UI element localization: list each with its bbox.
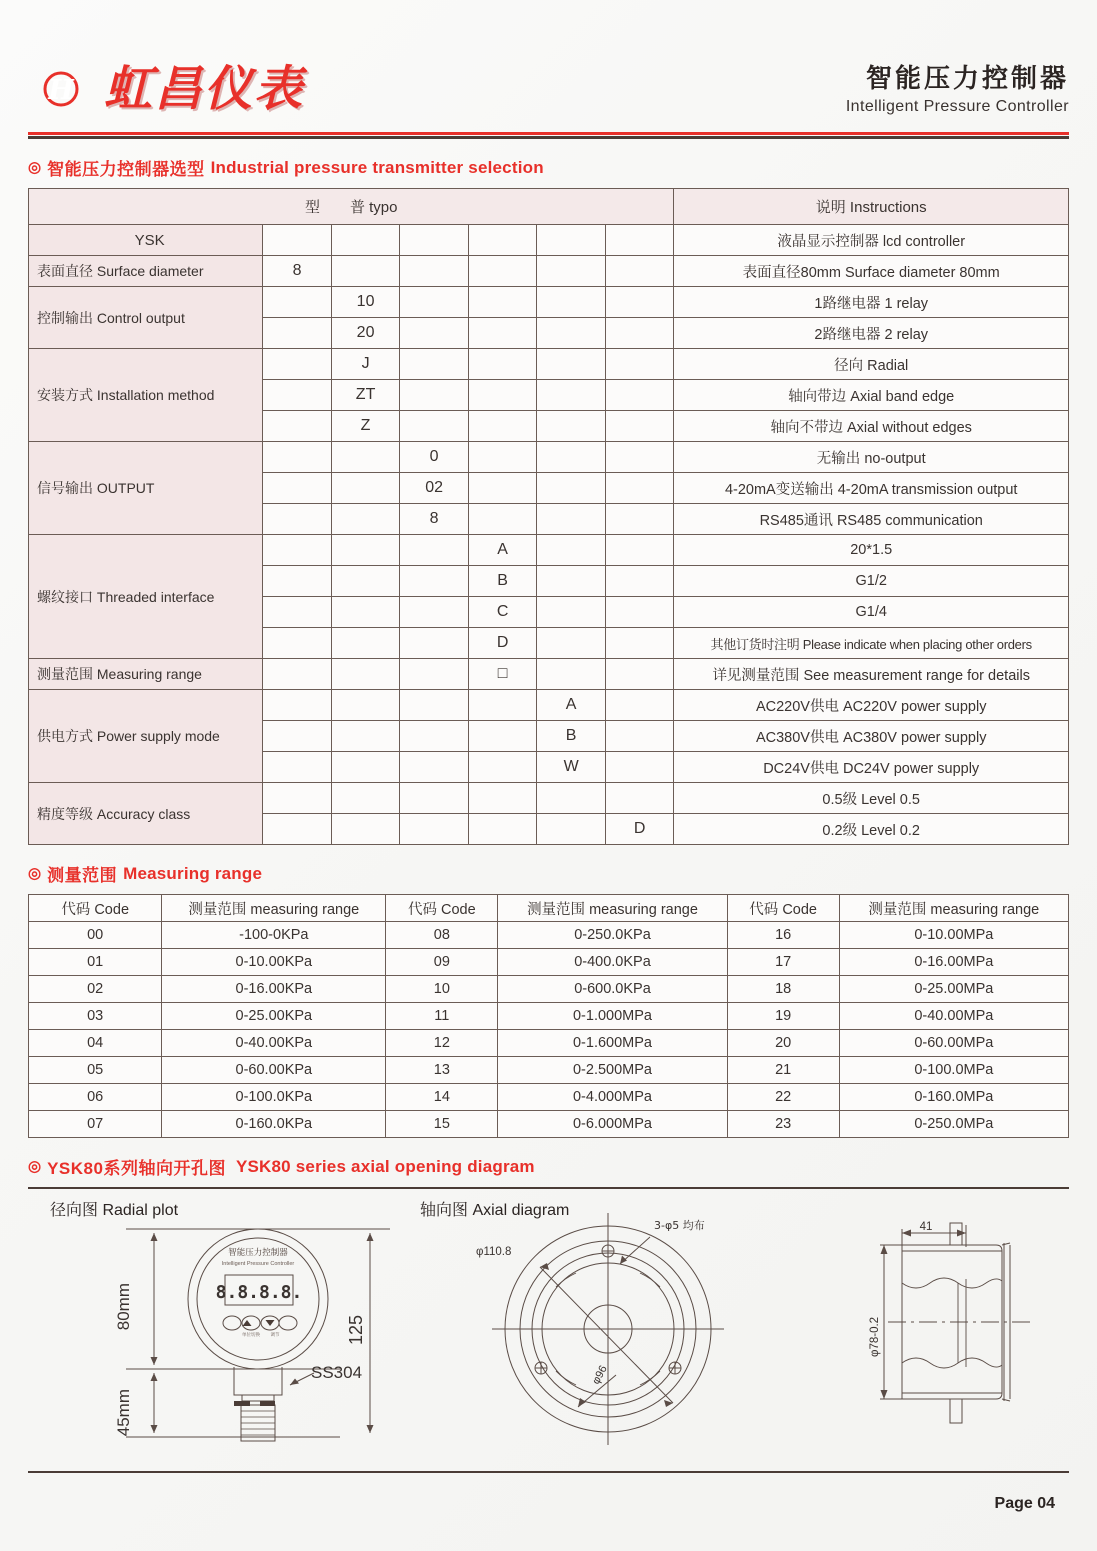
bullet-icon: ◎ [28, 1158, 42, 1175]
code-cell: 06 [29, 1084, 162, 1111]
row-label: 信号输出 OUTPUT [29, 442, 263, 535]
svg-text:8.8.8.8.: 8.8.8.8. [215, 1282, 303, 1303]
header-type-cell: 型 普 typo [29, 189, 674, 225]
instruction-cell: G1/4 [674, 597, 1069, 628]
empty-cell [331, 442, 400, 473]
empty-cell [331, 597, 400, 628]
empty-cell [605, 225, 674, 256]
product-title-cn: 智能压力控制器 [865, 62, 1069, 93]
radial-dim-height: 80mm [114, 1283, 133, 1331]
instruction-cell: 4-20mA变送输出 4-20mA transmission output [674, 473, 1069, 504]
range-cell: 0-6.000MPa [498, 1111, 727, 1138]
column-header: 代码 Code [386, 895, 498, 922]
table-row [29, 1030, 1069, 1057]
selection-table [28, 188, 1069, 845]
empty-cell [537, 814, 606, 845]
empty-cell [331, 566, 400, 597]
instruction-cell: 径向 Radial [674, 349, 1069, 380]
range-cell: 0-100.0MPa [839, 1057, 1068, 1084]
range-cell: 0-1.600MPa [498, 1030, 727, 1057]
code-cell: 16 [727, 922, 839, 949]
empty-cell [468, 442, 537, 473]
empty-cell [400, 349, 469, 380]
empty-cell [605, 318, 674, 349]
code-cell: 0 [400, 442, 469, 473]
svg-text:φ96: φ96 [590, 1363, 610, 1387]
empty-cell [605, 628, 674, 659]
code-cell: 02 [29, 976, 162, 1003]
range-cell: 0-1.000MPa [498, 1003, 727, 1030]
instruction-cell: 0.2级 Level 0.2 [674, 814, 1069, 845]
empty-cell [605, 721, 674, 752]
table-row [29, 225, 1069, 256]
company-logo-icon [28, 58, 90, 120]
measuring-range-table [28, 894, 1069, 1138]
section-title-en: Industrial pressure transmitter selection [210, 157, 544, 177]
table-row [29, 949, 1069, 976]
empty-cell [468, 225, 537, 256]
instruction-cell: 液晶显示控制器 lcd controller [674, 225, 1069, 256]
empty-cell [400, 597, 469, 628]
empty-cell [263, 442, 332, 473]
empty-cell [331, 752, 400, 783]
column-header: 测量范围 measuring range [498, 895, 727, 922]
diagram-area [28, 1193, 1069, 1451]
range-cell: 0-60.00MPa [839, 1030, 1068, 1057]
table-row [29, 690, 1069, 721]
empty-cell [605, 690, 674, 721]
empty-cell [537, 225, 606, 256]
empty-cell [331, 721, 400, 752]
code-cell: 8 [263, 256, 332, 287]
code-cell: 20 [727, 1030, 839, 1057]
empty-cell [263, 814, 332, 845]
code-cell: W [537, 752, 606, 783]
range-cell: 0-25.00KPa [162, 1003, 386, 1030]
instruction-cell: 20*1.5 [674, 535, 1069, 566]
empty-cell [537, 287, 606, 318]
empty-cell [400, 783, 469, 814]
empty-cell [331, 256, 400, 287]
section-title-en: Measuring range [123, 863, 263, 883]
code-cell: 22 [727, 1084, 839, 1111]
table-row [29, 349, 1069, 380]
section-heading-range [28, 861, 1069, 886]
code-cell: 23 [727, 1111, 839, 1138]
empty-cell [400, 535, 469, 566]
table-row [29, 1003, 1069, 1030]
empty-cell [605, 256, 674, 287]
code-cell: 17 [727, 949, 839, 976]
section-heading-selection [28, 155, 1069, 180]
empty-cell [263, 628, 332, 659]
code-cell: 00 [29, 922, 162, 949]
range-cell: 0-100.0KPa [162, 1084, 386, 1111]
empty-cell [263, 225, 332, 256]
empty-cell [468, 287, 537, 318]
radial-material-label: SS304 [311, 1363, 363, 1382]
svg-text:41: 41 [919, 1221, 933, 1233]
header-divider [28, 132, 1069, 139]
empty-cell [605, 473, 674, 504]
range-cell: 0-10.00KPa [162, 949, 386, 976]
row-label: YSK [29, 225, 263, 256]
empty-cell [331, 690, 400, 721]
code-cell: 8 [400, 504, 469, 535]
empty-cell [263, 287, 332, 318]
range-cell: 0-400.0KPa [498, 949, 727, 976]
product-title-en: Intelligent Pressure Controller [845, 98, 1069, 115]
divider-red-line [28, 132, 1069, 135]
empty-cell [263, 566, 332, 597]
empty-cell [263, 721, 332, 752]
empty-cell [331, 628, 400, 659]
code-cell: ZT [331, 380, 400, 411]
empty-cell [605, 566, 674, 597]
empty-cell [400, 318, 469, 349]
empty-cell [468, 814, 537, 845]
range-cell: 0-60.00KPa [162, 1057, 386, 1084]
range-cell: 0-10.00MPa [839, 922, 1068, 949]
code-cell: 13 [386, 1057, 498, 1084]
page-number: Page 04 [994, 1495, 1055, 1512]
empty-cell [331, 535, 400, 566]
code-cell: C [468, 597, 537, 628]
empty-cell [263, 318, 332, 349]
empty-cell [331, 814, 400, 845]
range-cell: 0-250.0MPa [839, 1111, 1068, 1138]
table-row [29, 922, 1069, 949]
code-cell: 02 [400, 473, 469, 504]
code-cell: A [468, 535, 537, 566]
empty-cell [468, 690, 537, 721]
empty-cell [263, 504, 332, 535]
table-row [29, 783, 1069, 814]
empty-cell [537, 783, 606, 814]
empty-cell [263, 597, 332, 628]
code-cell: 11 [386, 1003, 498, 1030]
code-cell: 07 [29, 1111, 162, 1138]
empty-cell [263, 535, 332, 566]
code-cell: D [468, 628, 537, 659]
empty-cell [537, 411, 606, 442]
empty-cell [605, 411, 674, 442]
empty-cell [468, 349, 537, 380]
table-row [29, 1057, 1069, 1084]
table-row [29, 256, 1069, 287]
empty-cell [263, 659, 332, 690]
empty-cell [605, 752, 674, 783]
empty-cell [468, 783, 537, 814]
bullet-icon: ◎ [28, 865, 42, 882]
table-row [29, 1111, 1069, 1138]
side-view-drawing [866, 1217, 1066, 1432]
code-cell: B [537, 721, 606, 752]
empty-cell [400, 225, 469, 256]
section-heading-diagram [28, 1154, 1069, 1179]
table-header-row [29, 189, 1069, 225]
empty-cell [537, 349, 606, 380]
radial-plot-title: 径向图 Radial plot [50, 1202, 179, 1219]
empty-cell [468, 752, 537, 783]
table-header-row [29, 895, 1069, 922]
range-cell: 0-160.0KPa [162, 1111, 386, 1138]
empty-cell [537, 504, 606, 535]
row-label: 控制输出 Control output [29, 287, 263, 349]
table-row [29, 976, 1069, 1003]
instruction-cell: 1路继电器 1 relay [674, 287, 1069, 318]
range-cell: 0-600.0KPa [498, 976, 727, 1003]
empty-cell [468, 721, 537, 752]
code-cell: A [537, 690, 606, 721]
range-cell: 0-25.00MPa [839, 976, 1068, 1003]
row-label: 测量范围 Measuring range [29, 659, 263, 690]
instruction-cell: AC380V供电 AC380V power supply [674, 721, 1069, 752]
empty-cell [331, 504, 400, 535]
svg-text:调节: 调节 [270, 1333, 280, 1338]
range-cell: 0-40.00MPa [839, 1003, 1068, 1030]
empty-cell [537, 535, 606, 566]
empty-cell [400, 411, 469, 442]
svg-text:单位切换: 单位切换 [242, 1333, 260, 1338]
table-row [29, 287, 1069, 318]
code-cell: 19 [727, 1003, 839, 1030]
column-header: 代码 Code [29, 895, 162, 922]
empty-cell [468, 473, 537, 504]
empty-cell [537, 256, 606, 287]
empty-cell [537, 566, 606, 597]
code-cell: 21 [727, 1057, 839, 1084]
empty-cell [537, 473, 606, 504]
empty-cell [537, 442, 606, 473]
instruction-cell: 其他订货时注明 Please indicate when placing other orders [674, 628, 1069, 659]
range-cell: 0-4.000MPa [498, 1084, 727, 1111]
code-cell: D [605, 814, 674, 845]
code-cell: B [468, 566, 537, 597]
empty-cell [468, 256, 537, 287]
empty-cell [400, 566, 469, 597]
range-cell: 0-16.00MPa [839, 949, 1068, 976]
empty-cell [400, 628, 469, 659]
code-cell: 10 [386, 976, 498, 1003]
table-row [29, 535, 1069, 566]
empty-cell [605, 659, 674, 690]
range-cell: 0-40.00KPa [162, 1030, 386, 1057]
instruction-cell: 2路继电器 2 relay [674, 318, 1069, 349]
divider-dark-line [28, 136, 1069, 139]
empty-cell [263, 752, 332, 783]
instruction-cell: 无输出 no-output [674, 442, 1069, 473]
empty-cell [605, 287, 674, 318]
instruction-cell: 轴向带边 Axial band edge [674, 380, 1069, 411]
code-cell: 12 [386, 1030, 498, 1057]
radial-dim-total: 125 [346, 1315, 366, 1346]
svg-text:H: H [48, 75, 74, 106]
empty-cell [605, 504, 674, 535]
section-title-cn: 智能压力控制器选型 [47, 160, 205, 179]
instruction-cell: DC24V供电 DC24V power supply [674, 752, 1069, 783]
diagram-top-rule [28, 1187, 1069, 1189]
brand-logo [28, 58, 304, 120]
empty-cell [605, 597, 674, 628]
axial-diagram-drawing [468, 1207, 748, 1450]
empty-cell [400, 380, 469, 411]
svg-text:φ78-0.2: φ78-0.2 [869, 1316, 881, 1357]
section-title-en: YSK80 series axial opening diagram [235, 1156, 535, 1176]
code-cell: 14 [386, 1084, 498, 1111]
code-cell: J [331, 349, 400, 380]
section-title-cn: YSK80系列轴向开孔图 [47, 1159, 226, 1178]
table-row [29, 659, 1069, 690]
section-title-cn: 测量范围 [47, 866, 118, 885]
empty-cell [263, 411, 332, 442]
empty-cell [263, 783, 332, 814]
empty-cell [605, 380, 674, 411]
instruction-cell: 轴向不带边 Axial without edges [674, 411, 1069, 442]
empty-cell [263, 473, 332, 504]
range-cell: 0-2.500MPa [498, 1057, 727, 1084]
column-header: 代码 Code [727, 895, 839, 922]
empty-cell [605, 349, 674, 380]
empty-cell [537, 597, 606, 628]
empty-cell [400, 287, 469, 318]
empty-cell [537, 659, 606, 690]
row-label: 表面直径 Surface diameter [29, 256, 263, 287]
empty-cell [400, 752, 469, 783]
code-cell: 20 [331, 318, 400, 349]
empty-cell [400, 690, 469, 721]
code-cell: 08 [386, 922, 498, 949]
svg-text:Intelligent Pressure Controlle: Intelligent Pressure Controller [221, 1261, 295, 1267]
empty-cell [605, 442, 674, 473]
empty-cell [468, 411, 537, 442]
empty-cell [468, 380, 537, 411]
instruction-cell: 表面直径80mm Surface diameter 80mm [674, 256, 1069, 287]
empty-cell [468, 504, 537, 535]
row-label: 螺纹接口 Threaded interface [29, 535, 263, 659]
empty-cell [400, 814, 469, 845]
column-header: 测量范围 measuring range [839, 895, 1068, 922]
column-header: 测量范围 measuring range [162, 895, 386, 922]
code-cell: 09 [386, 949, 498, 976]
instruction-cell: 0.5级 Level 0.5 [674, 783, 1069, 814]
table-row [29, 1084, 1069, 1111]
empty-cell [331, 473, 400, 504]
code-cell: 01 [29, 949, 162, 976]
code-cell: 04 [29, 1030, 162, 1057]
row-label: 安装方式 Installation method [29, 349, 263, 442]
empty-cell [400, 721, 469, 752]
radial-dim-stem: 45mm [114, 1389, 133, 1437]
code-cell: 15 [386, 1111, 498, 1138]
row-label: 供电方式 Power supply mode [29, 690, 263, 783]
page-header [28, 0, 1069, 120]
range-cell: 0-250.0KPa [498, 922, 727, 949]
empty-cell [605, 535, 674, 566]
svg-text:3-φ5 均布: 3-φ5 均布 [654, 1219, 705, 1232]
code-cell: □ [468, 659, 537, 690]
bullet-icon: ◎ [28, 159, 42, 176]
empty-cell [263, 349, 332, 380]
empty-cell [400, 659, 469, 690]
row-label: 精度等级 Accuracy class [29, 783, 263, 845]
header-instructions-cell: 说明 Instructions [674, 189, 1069, 225]
empty-cell [331, 225, 400, 256]
empty-cell [331, 783, 400, 814]
empty-cell [400, 256, 469, 287]
footer-divider [28, 1471, 1069, 1473]
instruction-cell: AC220V供电 AC220V power supply [674, 690, 1069, 721]
code-cell: Z [331, 411, 400, 442]
empty-cell [537, 380, 606, 411]
axial-diagram-title: 轴向图 Axial diagram [420, 1202, 570, 1219]
instruction-cell: RS485通讯 RS485 communication [674, 504, 1069, 535]
empty-cell [605, 783, 674, 814]
instruction-cell: G1/2 [674, 566, 1069, 597]
code-cell: 18 [727, 976, 839, 1003]
code-cell: 03 [29, 1003, 162, 1030]
svg-text:智能压力控制器: 智能压力控制器 [228, 1248, 288, 1258]
empty-cell [263, 690, 332, 721]
range-cell: -100-0KPa [162, 922, 386, 949]
code-cell: 10 [331, 287, 400, 318]
code-cell: 05 [29, 1057, 162, 1084]
empty-cell [331, 659, 400, 690]
empty-cell [468, 318, 537, 349]
empty-cell [537, 628, 606, 659]
svg-text:φ110.8: φ110.8 [476, 1246, 512, 1258]
table-row [29, 442, 1069, 473]
instruction-cell: 详见测量范围 See measurement range for details [674, 659, 1069, 690]
empty-cell [263, 380, 332, 411]
range-cell: 0-160.0MPa [839, 1084, 1068, 1111]
empty-cell [537, 318, 606, 349]
range-cell: 0-16.00KPa [162, 976, 386, 1003]
product-title-block [846, 63, 1069, 120]
brand-name-cn: 虹昌仪表 [104, 61, 305, 117]
